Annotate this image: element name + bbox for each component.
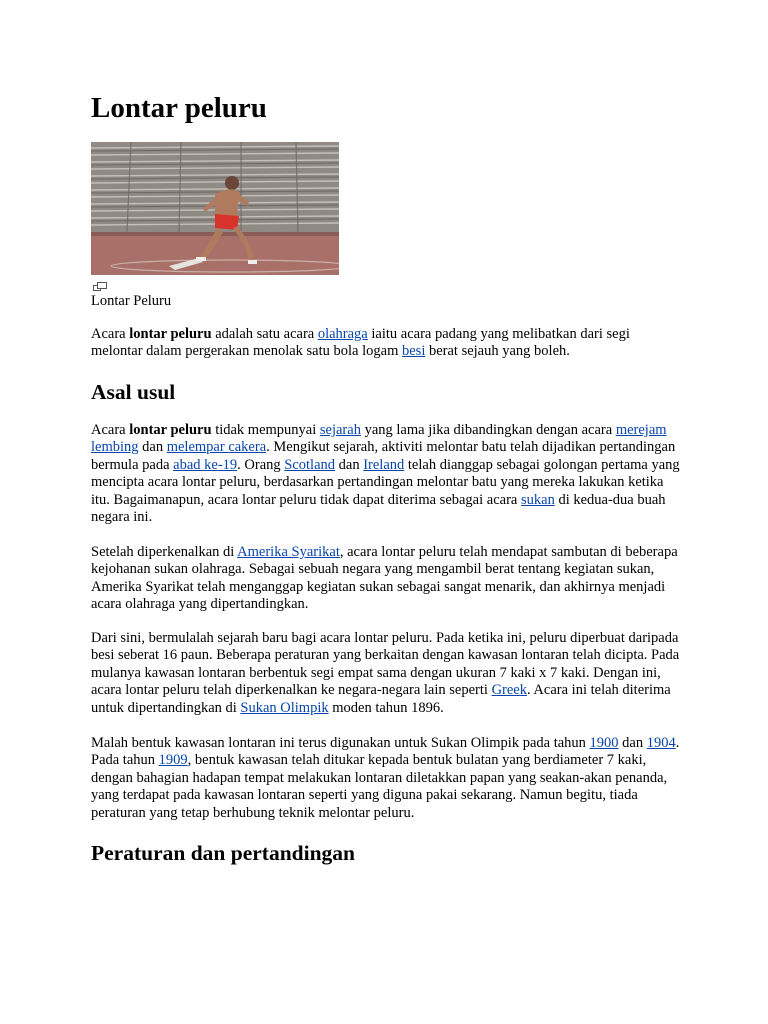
link-sukan[interactable]: sukan: [520, 491, 555, 508]
shot-put-photo[interactable]: [91, 142, 339, 275]
link-olahraga[interactable]: olahraga: [317, 326, 368, 342]
paragraph-text: Malah bentuk kawasan lontaran ini terus digunakan untuk Sukan Olimpik pada tahun: [91, 735, 590, 751]
paragraph-text: tidak mempunyai: [211, 422, 320, 438]
intro-text: iaitu acara padang yang melibatkan dari segi melontar dalam pergerakan menolak satu bola logam: [91, 326, 630, 360]
link-greek[interactable]: Greek: [491, 682, 527, 699]
asal-usul-paragraph-1: [91, 422, 681, 526]
section-heading-asal-usul: Asal usul: [91, 380, 176, 404]
paragraph-text: . Pada tahun: [91, 735, 680, 769]
link-melempar-cakera[interactable]: melempar cakera: [166, 439, 267, 456]
link-scotland[interactable]: Scotland: [284, 456, 336, 473]
section-heading-peraturan: Peraturan dan pertandingan: [91, 841, 356, 865]
paragraph-text: . Acara ini telah diterima untuk dipertandingkan di: [91, 682, 671, 716]
link-ireland[interactable]: Ireland: [363, 456, 405, 473]
paragraph-text: moden tahun 1896.: [328, 699, 444, 716]
paragraph-text: . Mengikut sejarah, aktiviti melontar batu telah dijadikan pertandingan bermula pada: [91, 439, 676, 473]
paragraph-text: . Orang: [237, 456, 285, 473]
shot-put-photo-graphic: [91, 142, 339, 275]
asal-usul-paragraph-4: [91, 735, 681, 822]
link-abad-ke-19[interactable]: abad ke-19: [173, 456, 238, 473]
asal-usul-paragraph-2: [91, 544, 681, 614]
page-title: Lontar peluru: [91, 92, 267, 124]
image-caption: Lontar Peluru: [91, 293, 172, 309]
paragraph-text: , bentuk kawasan telah ditukar kepada bentuk bulatan yang berdiameter 7 kaki, dengan bahagian hadapan tempat melakukan lontaran diletakkan papan yang seakan-akan penanda, yang terdapat pada kawasan lontaran seperti yang diguna pakai sekarang. Namun begitu, tiada peraturan yang tetap berhubung teknik melontar peluru.: [91, 752, 668, 821]
intro-bold-term: lontar peluru: [129, 326, 212, 342]
paragraph-text: dan: [335, 456, 364, 473]
link-amerika-syarikat[interactable]: Amerika Syarikat: [237, 544, 340, 560]
paragraph-text: , acara lontar peluru telah mendapat sambutan di beberapa kejohanan sukan olahraga. Sebagai sebuah negara yang mengambil berat tentang kegiatan sukan, Amerika Syarikat telah menganggap kegiatan sukan sebagai sangat menarik, dan akhirnya menjadi acara olahraga yang dipertandingkan.: [91, 544, 678, 613]
link-sukan-olimpik[interactable]: Sukan Olimpik: [240, 699, 329, 716]
asal-usul-paragraph-3: [91, 630, 681, 717]
paragraph-text: dan: [138, 439, 167, 456]
link-1904[interactable]: 1904: [646, 735, 676, 751]
paragraph-text: Setelah diperkenalkan di: [91, 544, 238, 560]
paragraph-text: di kedua-dua buah negara ini.: [91, 491, 666, 526]
intro-paragraph: [91, 326, 681, 361]
paragraph-text: yang lama jika dibandingkan dengan acara: [360, 422, 616, 438]
intro-text: adalah satu acara: [211, 326, 318, 342]
bold-term: lontar peluru: [129, 422, 212, 438]
link-merejam-lembing[interactable]: merejam lembing: [91, 422, 667, 456]
paragraph-text: Acara: [91, 422, 130, 438]
paragraph-text: Dari sini, bermulalah sejarah baru bagi acara lontar peluru. Pada ketika ini, peluru diperbuat daripada besi seberat 16 paun. Beberapa peraturan yang berkaitan dengan kawasan lontaran telah dicipta. Pada mulanya kawasan lontaran berbentuk segi empat sama dengan ukuran 7 kaki x 7 kaki. Dengan ini, acara lontar peluru telah diperkenalkan ke negara-negara lain seperti: [91, 630, 680, 699]
magnify-clip-icon[interactable]: [93, 282, 107, 292]
link-sejarah[interactable]: sejarah: [319, 422, 361, 438]
paragraph-text: telah dianggap sebagai golongan pertama yang mencipta acara lontar peluru, berdasarkan pertandingan melontar batu yang mereka lakukan ketika itu. Bagaimanapun, acara lontar peluru tidak dapat diterima sebagai acara: [91, 456, 680, 508]
link-1909[interactable]: 1909: [158, 752, 188, 769]
link-1900[interactable]: 1900: [589, 735, 619, 751]
link-besi[interactable]: besi: [401, 343, 426, 360]
paragraph-text: dan: [618, 735, 647, 751]
intro-text: berat sejauh yang boleh.: [425, 343, 570, 360]
intro-text: Acara: [91, 326, 130, 342]
